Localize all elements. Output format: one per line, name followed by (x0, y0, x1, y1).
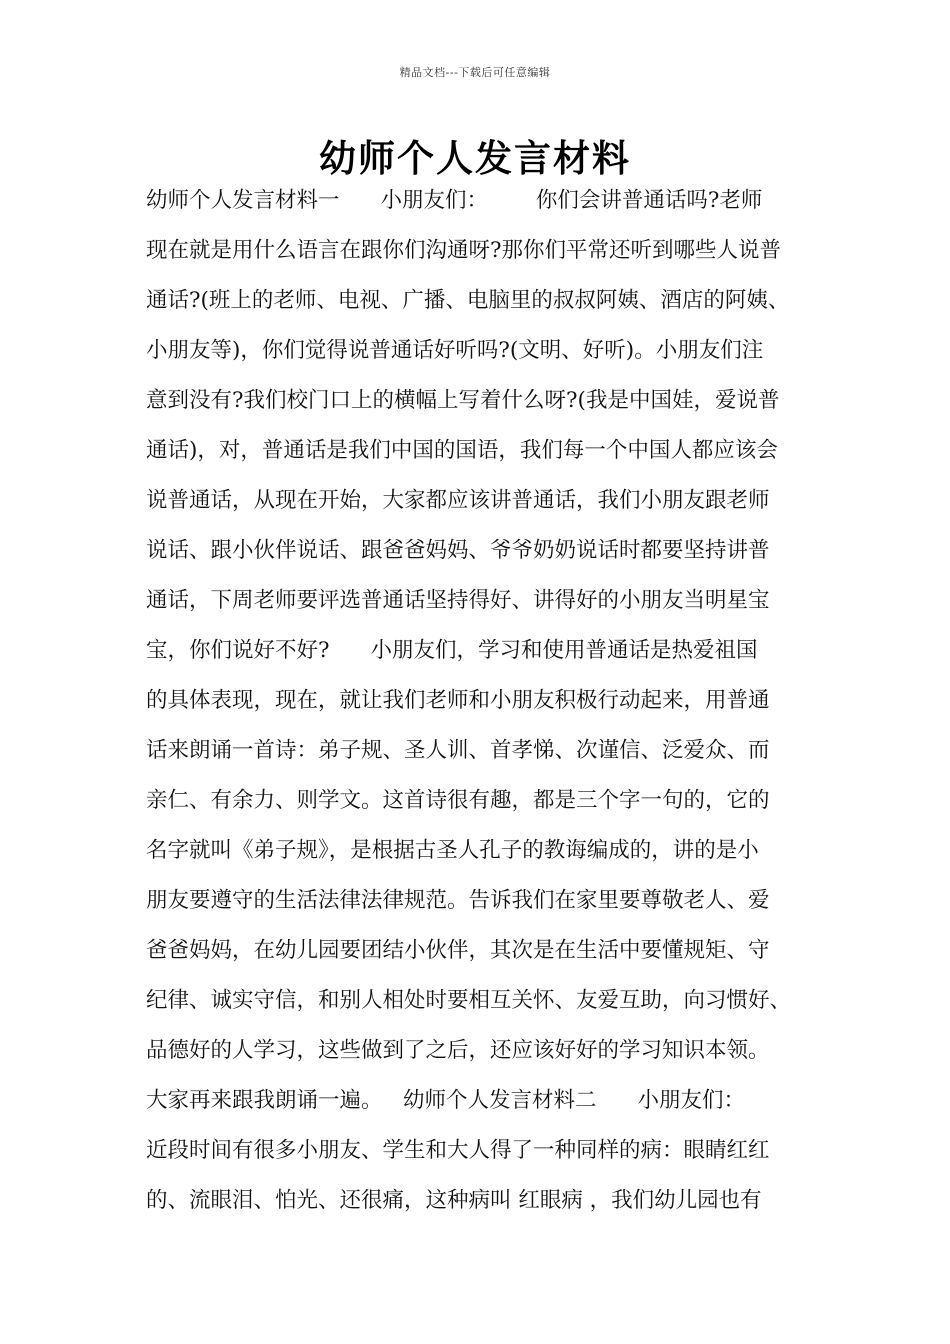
body-line: 通话)，对，普通话是我们中国的国语，我们每一个中国人都应该会 (146, 438, 778, 463)
body-line: 小朋友等)，你们觉得说普通话好听吗?(文明、好听)。小朋友们注 (146, 338, 764, 363)
body-line: 宝，你们说好不好? 小朋友们，学习和使用普通话是热爱祖国 (146, 638, 758, 663)
body-line: 亲仁、有余力、则学文。这首诗很有趣，都是三个字一句的，它的 (146, 788, 770, 813)
body-line: 说话、跟小伙伴说话、跟爸爸妈妈、爷爷奶奶说话时都要坚持讲普 (146, 538, 770, 563)
body-line: 的具体表现，现在，就让我们老师和小朋友积极行动起来，用普通 (146, 688, 770, 713)
body-line: 名字就叫《弟子规》，是根据古圣人孔子的教诲编成的，讲的是小 (146, 838, 759, 863)
body-line: 朋友要遵守的生活法律法律规范。告诉我们在家里要尊敬老人、爱 (146, 888, 770, 913)
header-note: 精品文档---下载后可任意编辑 (399, 66, 551, 79)
body-line: 大家再来跟我朗诵一遍。 幼师个人发言材料二 小朋友们： (146, 1088, 746, 1113)
body-line: 品德好的人学习，这些做到了之后，还应该好好的学习知识本领。 (146, 1038, 770, 1063)
body-line: 话来朗诵一首诗：弟子规、圣人训、首孝悌、次谨信、泛爱众、而 (146, 738, 770, 763)
body-line: 纪律、诚实守信，和别人相处时要相互关怀、友爱互助，向习惯好、 (146, 988, 792, 1013)
body-line: 通话?(班上的老师、电视、广播、电脑里的叔叔阿姨、酒店的阿姨、 (146, 288, 790, 313)
body-line: 近段时间有很多小朋友、学生和大人得了一种同样的病：眼睛红红 (146, 1138, 770, 1163)
body-line: 通话，下周老师要评选普通话坚持得好、讲得好的小朋友当明星宝 (146, 588, 770, 613)
body-line: 现在就是用什么语言在跟你们沟通呀?那你们平常还听到哪些人说普 (146, 238, 782, 263)
body-line: 爸爸妈妈，在幼儿园要团结小伙伴，其次是在生活中要懂规矩、守 (146, 938, 770, 963)
body-line: 意到没有?我们校门口上的横幅上写着什么呀?(我是中国娃，爱说普 (146, 388, 780, 413)
body-line: 幼师个人发言材料一 小朋友们： 你们会讲普通话吗?老师 (146, 188, 763, 213)
document-title: 幼师个人发言材料 (319, 136, 631, 180)
body-line: 的、流眼泪、怕光、还很痛，这种病叫 红眼病 ，我们幼儿园也有 (146, 1188, 762, 1213)
body-line: 说普通话，从现在开始，大家都应该讲普通话，我们小朋友跟老师 (146, 488, 770, 513)
document-body (146, 182, 836, 1232)
